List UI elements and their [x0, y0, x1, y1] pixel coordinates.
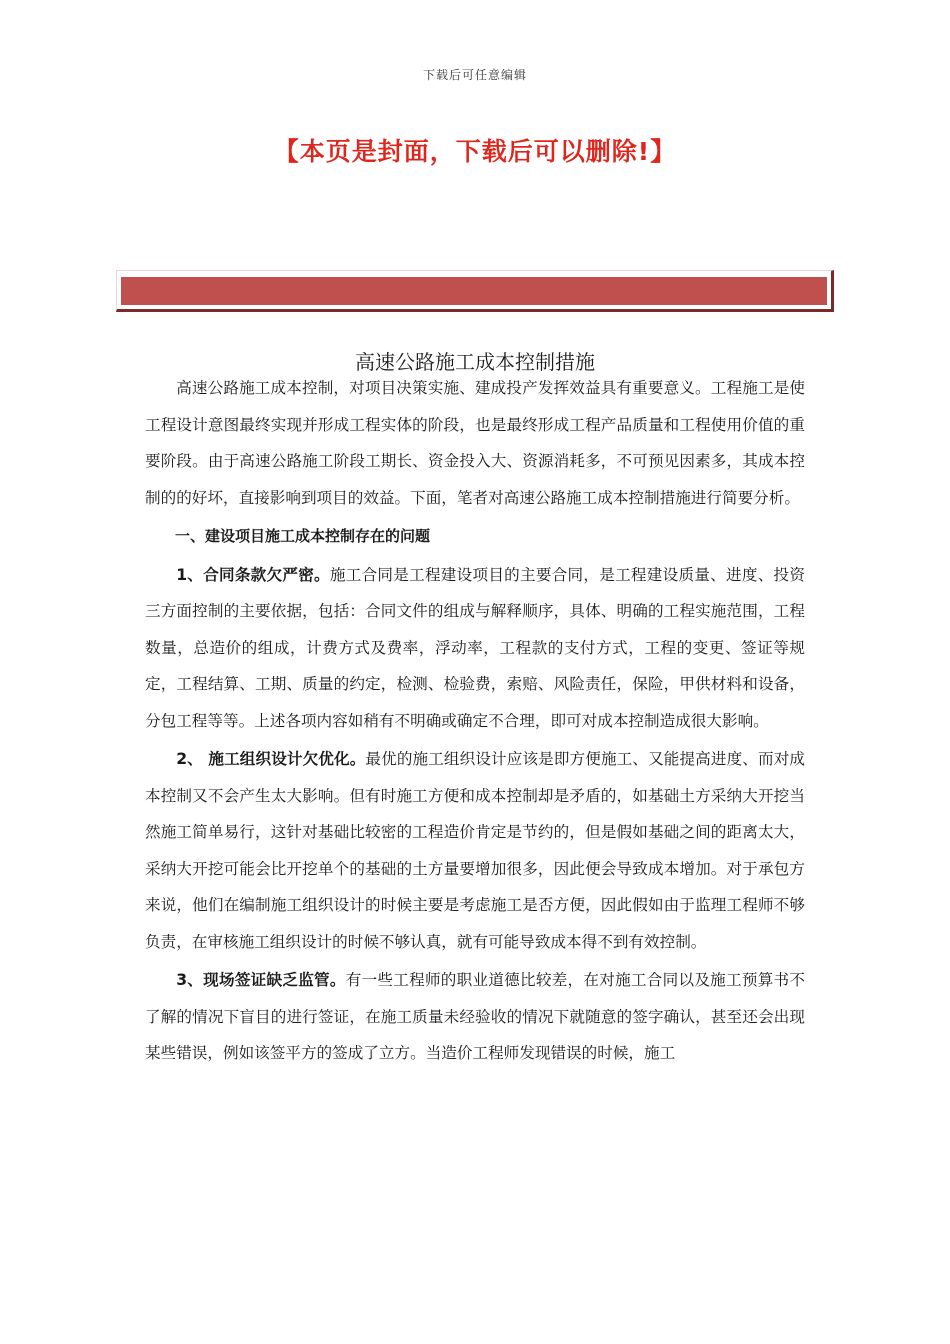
issue-lead-3: 3、现场签证缺乏监管。 [176, 971, 346, 989]
issue-paragraph-3 [145, 962, 805, 1072]
page-header-note: 下载后可任意编辑 [422, 68, 527, 82]
issue-text-3: 有一些工程师的职业道德比较差，在对施工合同以及施工预算书不了解的情况下盲目的进行签证，在施工质量未经验收的情况下就随意的签字确认，甚至还会出现某些错误，例如该签平方的签成了立方。当造价工程师发现错误的时候，施工 [145, 971, 805, 1062]
section-heading: 一、建设项目施工成本控制存在的问题 [175, 527, 431, 545]
issue-paragraph-1 [145, 557, 805, 740]
issue-lead-2: 2、 施工组织设计欠优化。 [176, 750, 366, 768]
document-body [145, 370, 805, 1072]
decorative-banner-bar [121, 277, 827, 305]
issue-paragraph-2 [145, 741, 805, 960]
issue-lead-1: 1、合同条款欠严密。 [176, 565, 330, 584]
issue-text-2: 最优的施工组织设计应该是即方便施工、又能提高进度、而对成本控制又不会产生太大影响。但有时施工方便和成本控制却是矛盾的，如基础土方采纳大开挖当然施工简单易行，这针对基础比较密的工程造价肯定是节约的，但是假如基础之间的距离太大，采纳大开挖可能会比开挖单个的基础的土方量要增加很多，因此便会导致成本增加。对于承包方来说，他们在编制施工组织设计的时候主要是考虑施工是否方便，因此假如由于监理工程师不够负责，在审核施工组织设计的时候不够认真，就有可能导致成本得不到有效控制。 [145, 750, 805, 951]
decorative-banner-frame [116, 270, 834, 312]
cover-delete-notice: 【本页是封面，下载后可以删除!】 [273, 137, 677, 166]
issue-text-1: 施工合同是工程建设项目的主要合同，是工程建设质量、进度、投资三方面控制的主要依据，包括：合同文件的组成与解释顺序，具体、明确的工程实施范围，工程数量，总造价的组成，计费方式及费率，浮动率，工程款的支付方式，工程的变更、签证等规定，工程结算、工期、质量的约定，检测、检验费，索赔、风险责任，保险，甲供材料和设备，分包工程等等。上述各项内容如稍有不明确或确定不合理，即可对成本控制造成很大影响。 [145, 565, 805, 730]
intro-paragraph: 高速公路施工成本控制，对项目决策实施、建成投产发挥效益具有重要意义。工程施工是使工程设计意图最终实现并形成工程实体的阶段，也是最终形成工程产品质量和工程使用价值的重要阶段。由于高速公路施工阶段工期长、资金投入大、资源消耗多，不可预见因素多，其成本控制的的好坏，直接影响到项目的效益。下面，笔者对高速公路施工成本控制措施进行简要分析。 [145, 379, 805, 507]
document-title: 高速公路施工成本控制措施 [355, 350, 595, 374]
